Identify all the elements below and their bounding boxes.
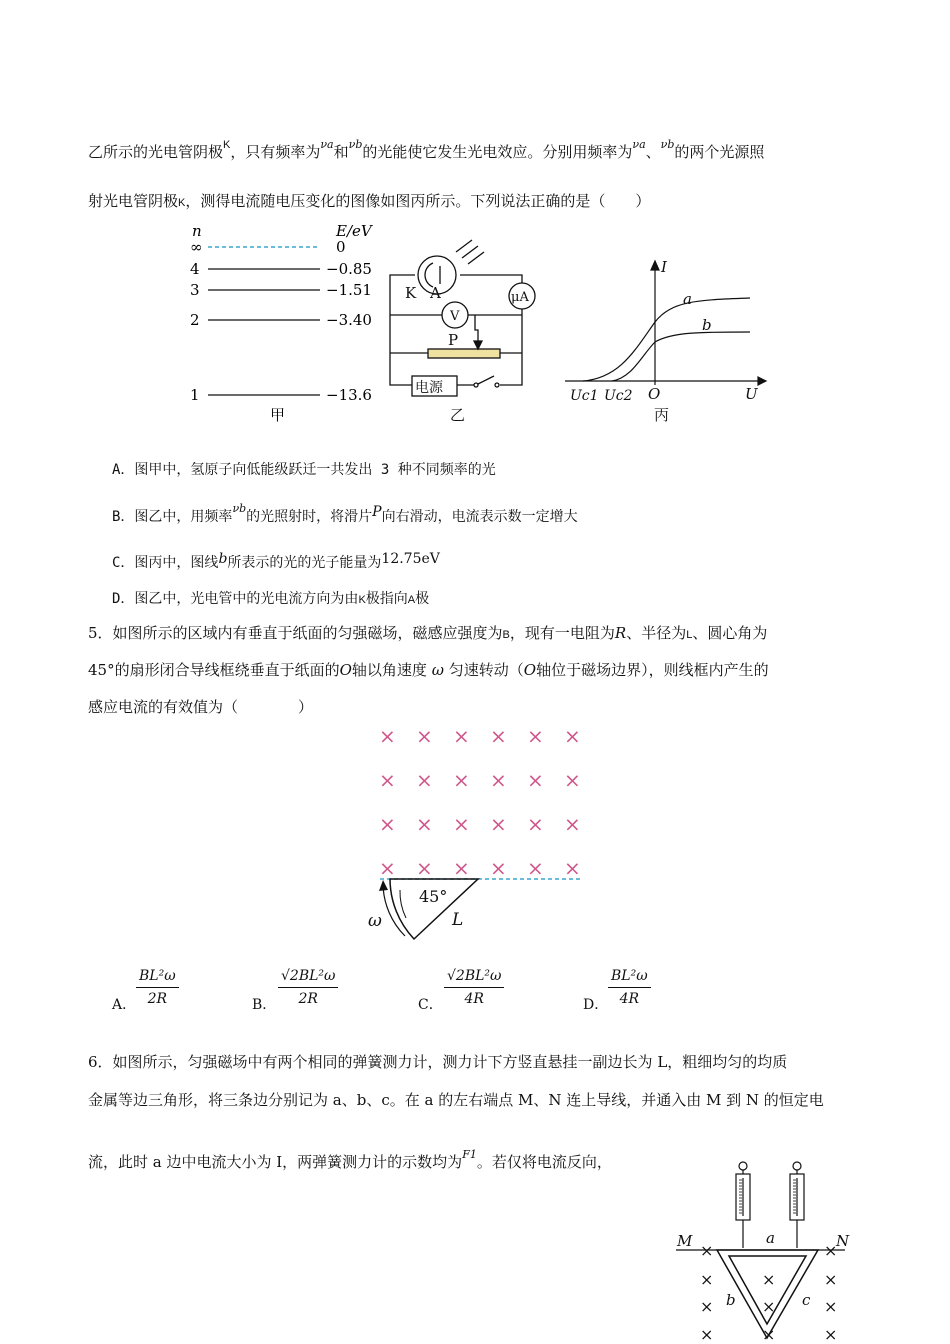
level-n: 3 [190,281,200,299]
label-uc2: Uc2 [604,388,633,404]
q4-option-b[interactable]: B．图乙中，用频率$^{\nu b}$的光照射时，将滑片P向右滑动，电流表示数一定增大 [112,502,578,525]
field-cross: × [564,856,581,880]
caption-yi: 乙 [450,406,466,424]
scale-hook-ring [739,1162,747,1170]
label-curve-a: a [683,290,692,308]
label-i: I [661,258,667,276]
label-uc1: Uc1 [570,388,599,404]
n-label: n [192,222,202,240]
field-cross: × [490,724,507,748]
field-cross: × [416,812,433,836]
field-cross: × [564,768,581,792]
level-energy: 0 [336,238,346,256]
label-a: a [766,1229,775,1247]
field-cross: × [416,856,433,880]
field-cross: × [527,768,544,792]
field-cross: × [700,1325,714,1344]
sector-radius-label: L [452,910,464,930]
field-cross: × [379,856,396,880]
field-cross: × [824,1241,838,1260]
level-n: ∞ [190,238,203,256]
caption-bing: 丙 [654,406,670,424]
field-cross: × [379,812,396,836]
q5-line-3: 感应电流的有效值为（ ） [88,698,314,716]
level-energy: −1.51 [326,281,372,299]
q5-choice-d-fraction[interactable]: $\frac{\text{BL²ω}}{4R}$ [608,968,651,1007]
q4-line-1: 乙所示的光电管阴极$^K$，只有频率为$^{\nu a}$和$^{\nu b}$的光能使它发生光电效应。分别用频率为$^{\nu a}$、$^{\nu b}$的两个光源照 [88,138,765,161]
field-cross: × [453,812,470,836]
field-cross: × [453,724,470,748]
label-origin: O [648,385,661,403]
field-cross: × [564,724,581,748]
field-cross: × [490,812,507,836]
label-a: A [430,284,441,302]
q4-option-a[interactable]: A．图甲中，氢原子向低能级跃迁一共发出 3 种不同频率的光 [112,462,496,478]
label-k: K [405,284,417,302]
field-cross: × [527,724,544,748]
level-n: 2 [190,311,200,329]
q5-choice-a-label[interactable]: A． [112,997,137,1013]
field-cross: × [490,856,507,880]
label-u: U [745,385,758,403]
caption-jia: 甲 [270,406,286,424]
field-cross: × [564,812,581,836]
field-cross: × [762,1270,776,1289]
q5-choice-c-label[interactable]: C． [418,997,443,1013]
field-cross: × [824,1325,838,1344]
q6-line-1: 6．如图所示，匀强磁场中有两个相同的弹簧测力计，测力计下方竖直悬挂一副边长为 L，粗细均匀的均质 [88,1053,788,1071]
q5-line-2: 45°的扇形闭合导线框绕垂直于纸面的O轴以角速度 ω 匀速转动（O轴位于磁场边界），则线框内产生的 [88,661,769,679]
level-energy: −3.40 [326,311,372,329]
sector-angle-label: 45° [419,887,448,906]
field-cross: × [700,1241,714,1260]
q5-choice-b-label[interactable]: B． [252,997,277,1013]
q6-line-2: 金属等边三角形，将三条边分别记为 a、b、c。在 a 的左右端点 M、N 连上导线，并通入由 M 到 N 的恒定电 [88,1091,824,1109]
q5-line-1: 5．如图所示的区域内有垂直于纸面的匀强磁场，磁感应强度为B，现有一电阻为R、半径为L、圆心角为 [88,624,768,642]
scale-hook-ring [793,1162,801,1170]
field-cross: × [824,1297,838,1316]
level-energy: −13.6 [326,386,372,404]
field-cross: × [527,856,544,880]
level-n: 1 [190,386,200,404]
q6-line-3: 流，此时 a 边中电流大小为 I，两弹簧测力计的示数均为$^{F1}$。若仅将电流反向， [88,1148,612,1171]
label-b: b [726,1291,736,1309]
q4-line-2: 射光电管阴极K，测得电流随电压变化的图像如图丙所示。下列说法正确的是（ ） [88,192,651,210]
field-cross: × [700,1270,714,1289]
level-energy: −0.85 [326,260,372,278]
field-cross: × [453,856,470,880]
field-cross: × [700,1297,714,1316]
field-cross: × [416,724,433,748]
field-cross: × [762,1297,776,1316]
label-c: c [802,1291,811,1309]
label-source: 电源 [415,380,443,396]
field-cross: × [379,768,396,792]
field-cross: × [527,812,544,836]
field-cross: × [490,768,507,792]
label-slider: P [448,331,459,349]
level-n: 4 [190,260,200,278]
q5-choice-a-fraction[interactable]: $\frac{\text{BL²ω}}{2R}$ [136,968,179,1007]
label-microammeter: μA [511,290,529,305]
field-cross: × [824,1270,838,1289]
q4-option-c[interactable]: C．图丙中，图线b所表示的光的光子能量为12.75eV [112,551,440,571]
label-n: N [836,1232,850,1250]
field-cross: × [379,724,396,748]
omega-label: ω [368,911,382,931]
field-cross: × [453,768,470,792]
field-cross: × [762,1325,776,1344]
energy-label: E/eV [336,222,372,240]
q5-choice-d-label[interactable]: D． [583,997,609,1013]
q5-choice-b-fraction[interactable]: $\frac{\text{√2BL²ω}}{2R}$ [278,968,338,1007]
field-cross: × [416,768,433,792]
label-m: M [677,1232,693,1250]
label-voltmeter: V [450,309,460,324]
label-curve-b: b [702,316,712,334]
q5-choice-c-fraction[interactable]: $\frac{\text{√2BL²ω}}{4R}$ [444,968,504,1007]
q4-option-d[interactable]: D．图乙中，光电管中的光电流方向为由K极指向A极 [112,591,430,607]
